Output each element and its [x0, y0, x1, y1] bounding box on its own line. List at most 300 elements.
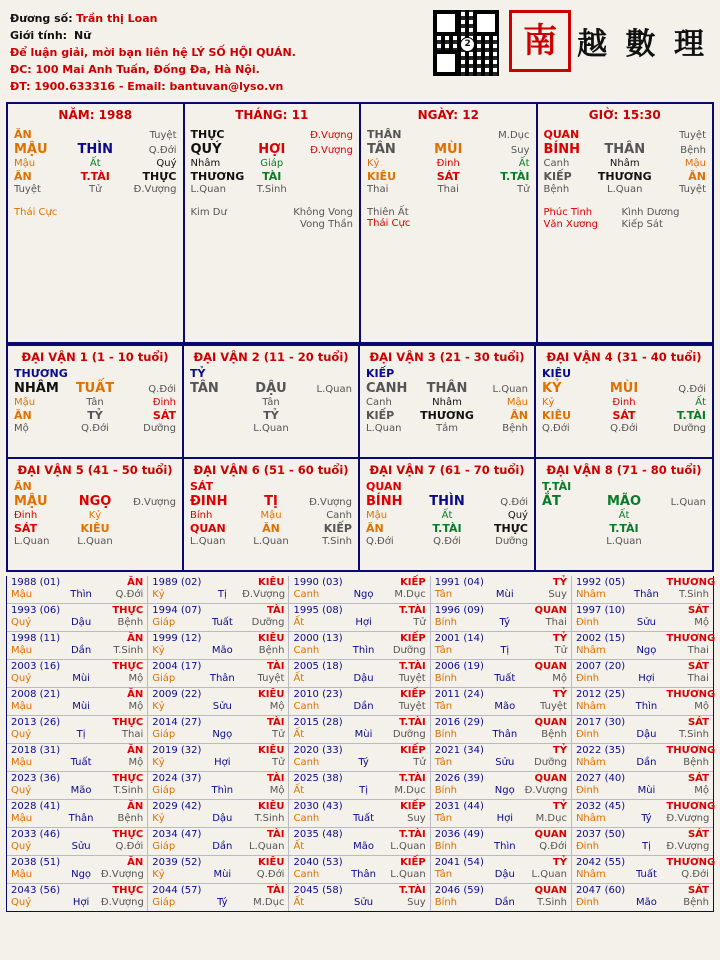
dv1-r2-c: L.Quan — [316, 384, 352, 395]
dv5-r3-b: Mậu — [260, 510, 282, 521]
year-chi: Mão — [70, 785, 92, 796]
year-cell[interactable] — [572, 828, 713, 855]
year-label: 2027 (40) — [575, 773, 626, 784]
p0-r1-a: ĂN — [14, 128, 32, 141]
year-cell[interactable] — [148, 576, 289, 603]
year-star: ĂN — [127, 689, 144, 700]
year-star: THƯƠNG — [666, 857, 716, 868]
year-can: Canh — [293, 813, 320, 824]
year-chi: Tý — [217, 897, 228, 908]
year-can: Mậu — [11, 757, 33, 768]
year-can: Kỷ — [152, 869, 165, 880]
year-chi: Mùi — [495, 589, 514, 600]
year-cell[interactable] — [572, 688, 716, 715]
qr-finder-icon — [433, 50, 459, 76]
dv6-r2-b: THÌN — [429, 494, 465, 509]
year-cell[interactable] — [7, 800, 148, 827]
year-state: Tử — [413, 617, 426, 628]
year-cell[interactable] — [289, 716, 430, 743]
year-star: THỰC — [112, 773, 144, 784]
dv6-r2-c: Q.Đới — [500, 497, 528, 508]
year-star: THƯƠNG — [666, 633, 716, 644]
year-can: Bính — [434, 897, 458, 908]
year-cell[interactable] — [289, 828, 430, 855]
year-can: Ất — [293, 729, 305, 740]
year-star: SÁT — [687, 661, 709, 672]
year-cell[interactable] — [7, 576, 148, 603]
year-can: Nhâm — [575, 645, 606, 656]
dv-sub: QUAN — [366, 480, 402, 493]
year-cell[interactable] — [572, 576, 716, 603]
year-can: Giáp — [152, 729, 176, 740]
dv-title: ĐẠI VẬN 7 (61 - 70 tuổi) — [369, 463, 525, 477]
year-can: Bính — [434, 729, 458, 740]
year-can: Canh — [293, 757, 320, 768]
year-star: QUAN — [534, 773, 567, 784]
year-cell[interactable] — [148, 828, 289, 855]
p0-r2-b: THÌN — [77, 142, 113, 157]
year-state: Q.Đới — [115, 589, 144, 600]
year-label: 2005 (18) — [293, 661, 343, 672]
dv0-r3-a: Mậu — [14, 397, 36, 408]
p3-r3-b: Nhâm — [609, 158, 640, 169]
year-chi: Thân — [351, 869, 376, 880]
p2-r1-a: THÂN — [367, 128, 402, 141]
name-line — [10, 10, 296, 27]
year-state: Bệnh — [117, 617, 144, 628]
year-chi: Dậu — [353, 673, 374, 684]
dv7-r5-b: L.Quan — [606, 536, 642, 547]
dv2-r4-b: THƯƠNG — [420, 409, 474, 422]
dv3-r2-a: KỶ — [542, 381, 562, 396]
dv4-r3-a: Đinh — [14, 510, 38, 521]
year-cell[interactable] — [572, 660, 713, 687]
year-state: Đ.Vượng — [524, 785, 568, 796]
dv-sub: KIÊU — [542, 367, 572, 380]
dv7-r3-b: Ất — [618, 510, 630, 521]
year-cell[interactable] — [572, 716, 713, 743]
year-cell[interactable] — [431, 716, 572, 743]
year-label: 1993 (06) — [11, 605, 61, 616]
p1-r4-b: TÀI — [262, 170, 282, 183]
year-can: Ất — [293, 785, 305, 796]
dv3-r5-a: Q.Đới — [542, 423, 570, 434]
pillar-day — [361, 104, 538, 342]
year-label: 2014 (27) — [152, 717, 202, 728]
year-cell[interactable] — [431, 688, 572, 715]
dv1-r3-b: Tân — [262, 397, 280, 408]
year-star: KIÊU — [258, 577, 285, 588]
year-cell[interactable] — [572, 772, 713, 799]
year-cell[interactable] — [289, 744, 430, 771]
dv0-r5-b: Q.Đới — [81, 423, 109, 434]
year-label: 2004 (17) — [152, 661, 202, 672]
year-chi: Dần — [636, 757, 657, 768]
year-cell[interactable] — [7, 744, 148, 771]
dv3-r5-c: Dưỡng — [673, 423, 706, 434]
year-cell[interactable] — [289, 576, 430, 603]
year-cell[interactable] — [289, 884, 430, 911]
dv-sub: KIẾP — [366, 367, 395, 380]
year-cell[interactable] — [572, 884, 713, 911]
year-can: Quý — [11, 673, 32, 684]
dv0-r2-c: Q.Đới — [148, 384, 176, 395]
p0-r2-a: MẬU — [14, 142, 48, 157]
year-state: Tử — [413, 757, 426, 768]
year-chi: Thìn — [211, 785, 234, 796]
year-state: Đ.Vượng — [666, 841, 710, 852]
dai-van-6 — [184, 457, 360, 570]
year-label: 1991 (04) — [434, 577, 484, 588]
year-star: T.TÀI — [399, 829, 426, 840]
year-label: 2035 (48) — [293, 829, 343, 840]
year-chi: Tị — [500, 645, 510, 656]
year-can: Giáp — [152, 673, 176, 684]
year-chi: Dần — [212, 841, 233, 852]
year-chi: Tý — [641, 813, 652, 824]
year-cell[interactable] — [7, 716, 148, 743]
year-cell[interactable] — [572, 632, 716, 659]
year-cell[interactable] — [431, 576, 572, 603]
year-cell[interactable] — [431, 884, 572, 911]
year-label: 1988 (01) — [11, 577, 61, 588]
year-label: 2017 (30) — [575, 717, 626, 728]
year-cell[interactable] — [431, 772, 572, 799]
dai-van-4 — [536, 344, 712, 457]
year-state: M.Dục — [253, 897, 285, 908]
year-state: Thai — [121, 729, 144, 740]
year-state: Đ.Vượng — [242, 589, 286, 600]
p1-r1-a: THỰC — [190, 128, 225, 141]
year-label: 2008 (21) — [11, 689, 61, 700]
p3-extra-3: Kiếp Sát — [621, 219, 663, 230]
year-cell[interactable] — [431, 856, 572, 883]
p0-r2-c: Q.Đới — [148, 145, 177, 156]
year-can: Giáp — [152, 841, 176, 852]
year-cell[interactable] — [431, 604, 572, 631]
year-chi: Dần — [353, 701, 374, 712]
dv0-r5-a: Mộ — [14, 423, 29, 434]
year-label: 2036 (49) — [434, 829, 484, 840]
dv0-r3-b: Tân — [86, 397, 104, 408]
year-star: KIẾP — [400, 577, 426, 588]
year-star: TỶ — [552, 745, 567, 756]
dv3-r2-c: Q.Đới — [678, 384, 706, 395]
year-label: 2000 (13) — [293, 633, 343, 644]
year-state: Bệnh — [541, 729, 567, 740]
year-state: Mộ — [128, 673, 144, 684]
year-star: TÀI — [266, 717, 285, 728]
year-cell[interactable] — [289, 604, 430, 631]
year-star: THƯƠNG — [666, 689, 716, 700]
year-label: 2011 (24) — [434, 689, 484, 700]
p3-extra-1: Kình Dương — [621, 207, 680, 218]
year-cell[interactable] — [289, 800, 430, 827]
year-label: 2021 (34) — [434, 745, 484, 756]
dv0-r5-c: Dưỡng — [143, 423, 176, 434]
year-can: Quý — [11, 617, 32, 628]
year-cell[interactable] — [148, 688, 289, 715]
year-cell[interactable] — [289, 856, 430, 883]
table-row — [7, 632, 716, 660]
year-cell[interactable] — [7, 772, 148, 799]
dv4-r2-a: MẬU — [14, 494, 48, 509]
dv7-r2-b: MÃO — [606, 494, 642, 509]
dv6-r4-b: T.TÀI — [432, 522, 462, 535]
year-chi: Sửu — [636, 617, 656, 628]
year-can: Tân — [434, 645, 453, 656]
year-star: ĂN — [127, 745, 144, 756]
qr-code-icon[interactable] — [433, 10, 499, 76]
year-cell[interactable] — [7, 856, 148, 883]
table-row — [7, 604, 713, 632]
p0-r5-c: Đ.Vượng — [133, 184, 177, 195]
year-star: QUAN — [534, 885, 567, 896]
year-chi: Hợi — [496, 813, 513, 824]
table-row — [7, 744, 716, 772]
year-chi: Sửu — [212, 701, 232, 712]
year-label: 2030 (43) — [293, 801, 343, 812]
year-label: 2024 (37) — [152, 773, 202, 784]
year-cell[interactable] — [572, 744, 716, 771]
year-state: Tử — [272, 757, 285, 768]
year-cell[interactable] — [7, 604, 148, 631]
year-cell[interactable] — [148, 632, 289, 659]
dv0-r4-b: TỶ — [87, 409, 103, 422]
year-can: Đinh — [575, 841, 600, 852]
year-chi: Tuất — [635, 869, 657, 880]
year-state: T.Sinh — [254, 813, 285, 824]
p2-r3-b: Đinh — [436, 158, 460, 169]
year-cell[interactable] — [148, 660, 289, 687]
year-can: Kỷ — [152, 701, 165, 712]
year-cell[interactable] — [148, 716, 289, 743]
year-cell[interactable] — [572, 856, 716, 883]
year-star: T.TÀI — [399, 661, 426, 672]
year-cell[interactable] — [431, 660, 572, 687]
year-can: Ất — [293, 617, 305, 628]
p0-r3-c: Quý — [156, 158, 177, 169]
year-cell[interactable] — [289, 688, 430, 715]
year-label: 1992 (05) — [575, 577, 626, 588]
dv6-r5-c: Dưỡng — [495, 536, 528, 547]
year-cell[interactable] — [148, 856, 289, 883]
p0-r4-c: THỰC — [142, 170, 177, 183]
table-row — [7, 772, 713, 800]
year-chi: Tuất — [494, 673, 516, 684]
p2-r4-b: SÁT — [436, 170, 460, 183]
year-label: 1994 (07) — [152, 605, 202, 616]
year-cell[interactable] — [431, 828, 572, 855]
p2-r2-b: MÙI — [434, 142, 463, 157]
year-cell[interactable] — [7, 688, 148, 715]
year-star: T.TÀI — [399, 773, 426, 784]
year-star: THỰC — [112, 661, 144, 672]
year-label: 2040 (53) — [293, 857, 343, 868]
year-cell[interactable] — [431, 800, 572, 827]
year-chi: Tị — [359, 785, 368, 796]
year-cell[interactable] — [7, 884, 148, 911]
dv7-r2-a: ẮT — [542, 494, 561, 509]
year-cell[interactable] — [431, 632, 572, 659]
year-cell[interactable] — [289, 660, 430, 687]
year-cell[interactable] — [148, 772, 289, 799]
dv0-r4-c: SÁT — [152, 409, 176, 422]
dv5-r5-a: L.Quan — [190, 536, 226, 547]
dai-van-7 — [360, 457, 536, 570]
dv6-r4-a: ĂN — [366, 522, 384, 535]
year-label: 1997 (10) — [575, 605, 626, 616]
name-label: Đương số: — [10, 12, 73, 25]
year-state: Suy — [548, 589, 567, 600]
p2-r4-a: KIÊU — [367, 170, 397, 183]
p3-r2-b: THÂN — [604, 142, 646, 157]
year-star: THỰC — [112, 717, 144, 728]
year-star: KIÊU — [258, 689, 285, 700]
year-can: Mậu — [11, 589, 33, 600]
year-label: 1999 (12) — [152, 633, 202, 644]
year-cell[interactable] — [289, 772, 430, 799]
year-star: T.TÀI — [399, 885, 426, 896]
year-state: L.Quan — [390, 841, 426, 852]
p2-extra-0: Thiên Ất — [367, 207, 409, 218]
year-state: Thai — [687, 673, 709, 684]
year-star: SÁT — [687, 605, 709, 616]
year-label: 2013 (26) — [11, 717, 61, 728]
year-star: THƯƠNG — [666, 577, 716, 588]
year-cell[interactable] — [289, 632, 430, 659]
dv7-r2-c: L.Quan — [670, 497, 706, 508]
year-cell[interactable] — [148, 884, 289, 911]
year-state: Dưỡng — [534, 757, 567, 768]
year-state: Đ.Vượng — [100, 897, 144, 908]
dv6-r5-a: Q.Đới — [366, 536, 394, 547]
dv4-r4-b: KIÊU — [80, 522, 110, 535]
year-state: Dưỡng — [392, 645, 426, 656]
year-can: Đinh — [575, 617, 600, 628]
table-row — [7, 660, 713, 688]
table-row — [7, 856, 716, 884]
year-cell[interactable] — [572, 604, 713, 631]
year-cell[interactable] — [7, 828, 148, 855]
year-star: SÁT — [687, 717, 709, 728]
seal-icon — [509, 10, 571, 72]
p3-r4-a: KIẾP — [543, 170, 572, 183]
year-star: KIẾP — [400, 857, 426, 868]
p2-r2-a: TÂN — [367, 142, 396, 157]
year-can: Nhâm — [575, 813, 606, 824]
year-can: Tân — [434, 589, 453, 600]
year-state: Bệnh — [258, 645, 285, 656]
dv3-r4-a: KIÊU — [542, 409, 572, 422]
year-state: Thai — [545, 617, 567, 628]
dv3-r3-c: Ất — [695, 397, 706, 408]
dv6-r2-a: BÍNH — [366, 494, 403, 509]
pillar-title: NĂM: 1988 — [58, 108, 133, 122]
year-state: T.Sinh — [113, 785, 144, 796]
year-label: 2034 (47) — [152, 829, 202, 840]
year-star: SÁT — [687, 773, 709, 784]
year-label: 1990 (03) — [293, 577, 343, 588]
dv5-r2-a: ĐINH — [190, 494, 228, 509]
year-can: Canh — [293, 589, 320, 600]
year-label: 2026 (39) — [434, 773, 484, 784]
year-star: TỶ — [552, 857, 567, 868]
year-chi: Mùi — [213, 869, 232, 880]
year-chi: Tị — [641, 841, 651, 852]
year-state: T.Sinh — [679, 589, 709, 600]
year-cell[interactable] — [7, 632, 148, 659]
name-value: Trần thị Loan — [76, 12, 158, 25]
year-can: Nhâm — [575, 589, 606, 600]
table-row — [7, 576, 716, 604]
year-cell[interactable] — [148, 744, 289, 771]
year-label: 2045 (58) — [293, 885, 343, 896]
year-can: Canh — [293, 701, 320, 712]
year-chi: Hợi — [72, 897, 90, 908]
year-can: Mậu — [11, 645, 33, 656]
year-chi: Dậu — [70, 617, 92, 628]
p1-extra-2: Vong Thần — [300, 219, 353, 230]
year-can: Nhâm — [575, 701, 606, 712]
brand-block — [433, 6, 714, 76]
p3-r4-c: ĂN — [688, 170, 706, 183]
year-can: Tân — [434, 813, 453, 824]
year-can: Mậu — [11, 813, 33, 824]
contact-line-2: ĐC: 100 Mai Anh Tuấn, Đống Đa, Hà Nội. — [10, 63, 260, 76]
year-can: Ất — [293, 841, 305, 852]
year-state: Đ.Vượng — [666, 813, 710, 824]
year-star: KIÊU — [258, 801, 285, 812]
dv4-r4-a: SÁT — [14, 522, 38, 535]
year-cell[interactable] — [148, 604, 289, 631]
year-state: Mộ — [694, 617, 709, 628]
year-can: Tân — [434, 701, 453, 712]
dv5-r5-c: T.Sinh — [322, 536, 352, 547]
year-label: 2038 (51) — [11, 857, 61, 868]
p3-r4-b: THƯƠNG — [597, 170, 652, 183]
client-info — [6, 6, 296, 95]
year-chi: Tị — [76, 729, 86, 740]
dv1-r4-b: TỶ — [263, 409, 279, 422]
p0-r4-a: ĂN — [14, 170, 32, 183]
dv-sub: SÁT — [190, 480, 214, 493]
dv-title: ĐẠI VẬN 3 (21 - 30 tuổi) — [369, 350, 525, 364]
dv6-r3-c: Quý — [507, 510, 528, 521]
p2-r3-a: Kỷ — [367, 158, 380, 169]
year-chi: Thìn — [635, 701, 658, 712]
dv0-r4-a: ĂN — [14, 409, 32, 422]
year-chi: Ngọ — [353, 589, 374, 600]
p0-r4-b: T.TÀI — [80, 170, 110, 183]
year-can: Đinh — [575, 673, 600, 684]
year-state: Mộ — [694, 785, 709, 796]
year-label: 2016 (29) — [434, 717, 484, 728]
year-cell[interactable] — [148, 800, 289, 827]
year-cell[interactable] — [7, 660, 148, 687]
year-cell[interactable] — [572, 800, 716, 827]
year-can: Kỷ — [152, 757, 165, 768]
year-label: 2019 (32) — [152, 745, 202, 756]
year-cell[interactable] — [431, 744, 572, 771]
table-row — [7, 688, 716, 716]
year-star: ĂN — [127, 633, 144, 644]
year-label: 1998 (11) — [11, 633, 61, 644]
year-chi: Mão — [494, 701, 516, 712]
year-star: QUAN — [534, 829, 567, 840]
year-label: 2009 (22) — [152, 689, 202, 700]
year-chi: Dậu — [494, 869, 515, 880]
